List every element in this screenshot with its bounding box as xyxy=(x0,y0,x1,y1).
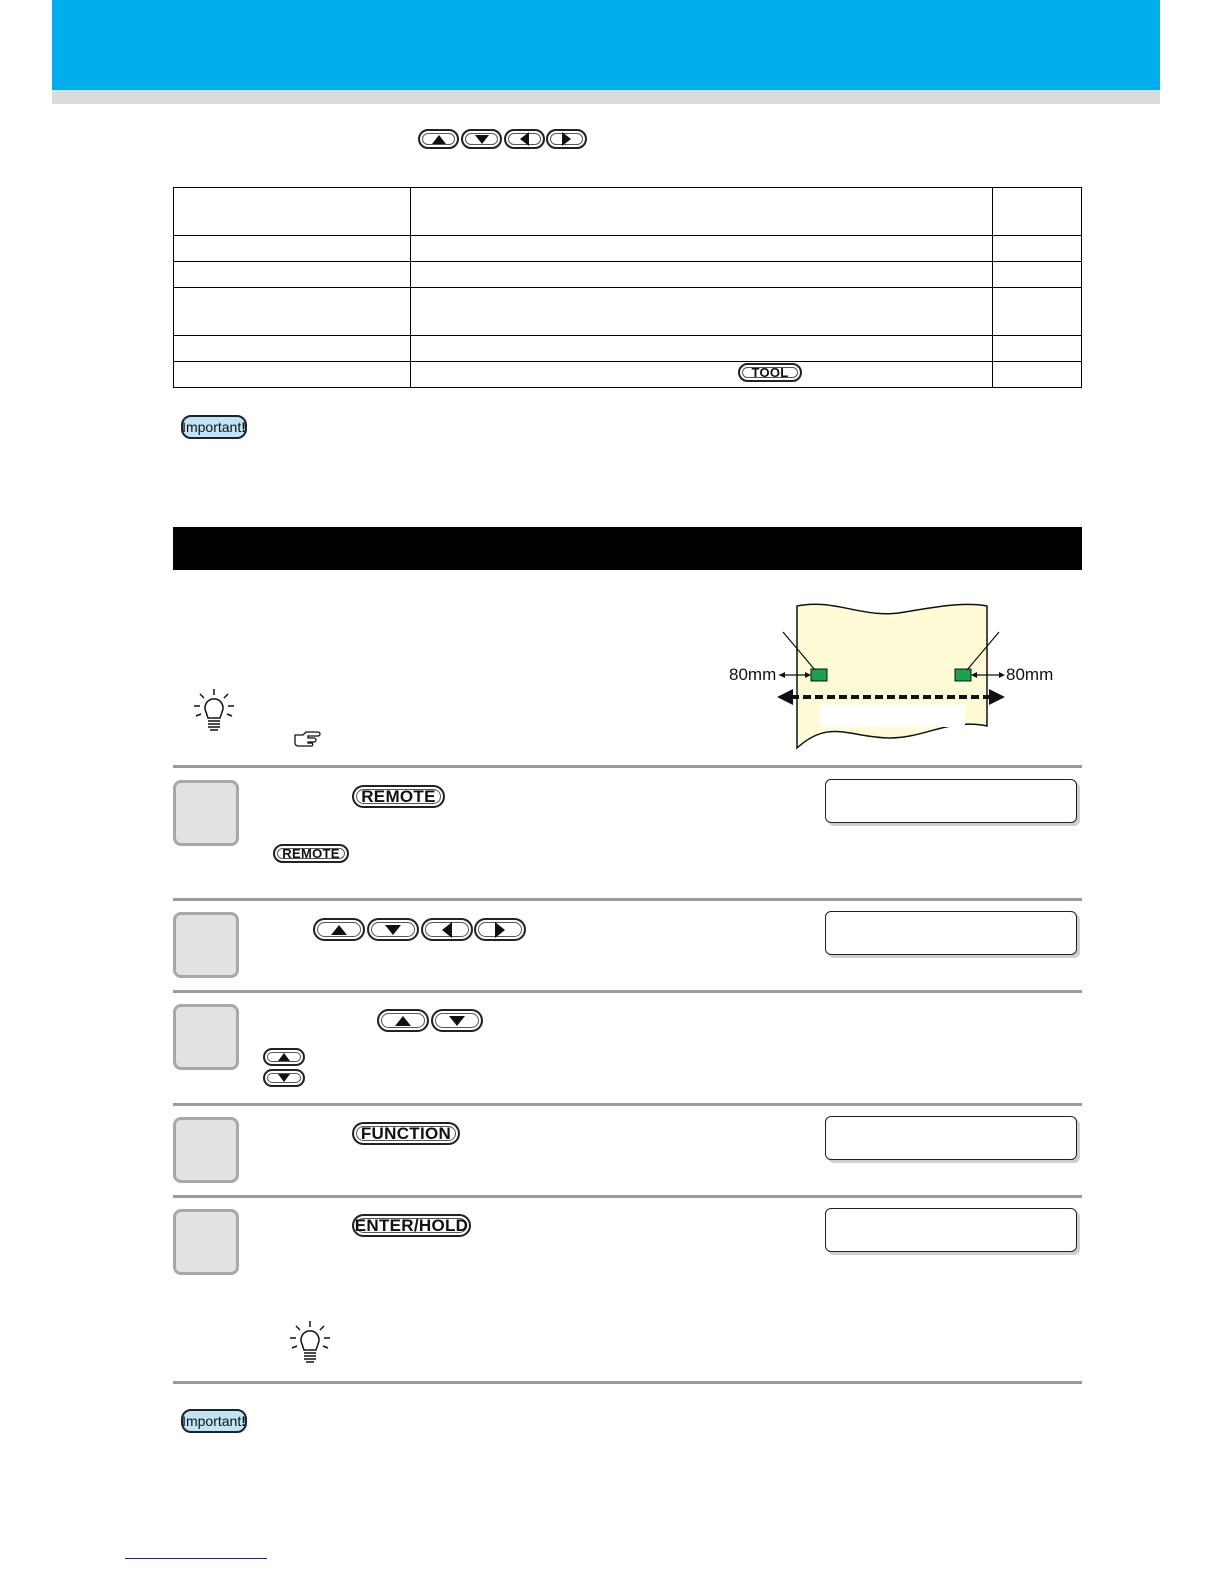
important-badge xyxy=(181,1409,247,1433)
table-cell xyxy=(411,336,993,362)
lcd-display xyxy=(825,779,1077,823)
up-arrow-icon xyxy=(331,925,347,935)
lcd-display xyxy=(825,911,1077,955)
step-divider xyxy=(173,765,1082,768)
lcd-display xyxy=(825,1116,1077,1160)
right-distance-label: 80mm xyxy=(1006,665,1054,684)
remote-key-label: REMOTE xyxy=(361,786,436,806)
function-key[interactable] xyxy=(352,1122,460,1145)
left-key[interactable] xyxy=(421,918,473,941)
arrowhead xyxy=(779,672,785,678)
lightbulb-icon xyxy=(288,1320,332,1366)
table-cell xyxy=(174,236,411,262)
right-arrow-icon xyxy=(495,922,505,938)
down-key-small[interactable] xyxy=(263,1069,305,1087)
enter-hold-key-label: ENTER/HOLD xyxy=(354,1215,469,1235)
table-cell xyxy=(411,188,993,236)
up-key[interactable] xyxy=(377,1009,429,1032)
table-cell xyxy=(411,288,993,336)
table-cell xyxy=(993,236,1082,262)
table-cell xyxy=(174,288,411,336)
important-bang: ! xyxy=(241,419,246,435)
step-number-box xyxy=(173,1004,239,1070)
step-number-box xyxy=(173,1209,239,1275)
down-arrow-icon xyxy=(385,925,401,935)
table-row xyxy=(174,236,1082,262)
settings-table xyxy=(173,187,1082,388)
right-arrow-icon xyxy=(562,132,571,146)
table-row xyxy=(174,362,1082,388)
up-key-small[interactable] xyxy=(263,1048,305,1066)
step-divider xyxy=(173,1103,1082,1106)
table-cell xyxy=(174,188,411,236)
up-key[interactable] xyxy=(418,129,459,149)
section-title-bar xyxy=(173,527,1082,570)
remote-key-small-label: REMOTE xyxy=(282,846,340,861)
table-cell xyxy=(174,336,411,362)
table-cell xyxy=(993,262,1082,288)
table-cell xyxy=(174,362,411,388)
arrowhead xyxy=(999,672,1005,678)
pointing-hand-icon xyxy=(293,729,321,747)
right-register-mark xyxy=(955,669,971,681)
table-row xyxy=(174,188,1082,236)
left-register-mark xyxy=(811,669,827,681)
remote-key-small[interactable] xyxy=(273,844,349,863)
arrowhead xyxy=(989,689,1005,705)
right-key[interactable] xyxy=(546,129,587,149)
enter-hold-key[interactable] xyxy=(352,1214,471,1237)
step-number-box xyxy=(173,780,239,846)
left-key[interactable] xyxy=(504,129,545,149)
lcd-display xyxy=(825,1208,1077,1252)
table-cell xyxy=(993,336,1082,362)
table-cell xyxy=(411,262,993,288)
table-cell xyxy=(993,288,1082,336)
important-label: Important xyxy=(182,419,242,435)
function-key-label: FUNCTION xyxy=(360,1123,452,1143)
table-row xyxy=(174,336,1082,362)
right-key[interactable] xyxy=(474,918,526,941)
table-cell xyxy=(411,236,993,262)
step-divider xyxy=(173,1195,1082,1198)
down-arrow-icon xyxy=(278,1074,290,1082)
left-distance-label: 80mm xyxy=(729,665,777,684)
up-key[interactable] xyxy=(313,918,365,941)
page-header-banner xyxy=(52,0,1160,90)
table-cell xyxy=(174,262,411,288)
footer-link-underline[interactable] xyxy=(125,1558,267,1559)
down-key[interactable] xyxy=(367,918,419,941)
important-badge xyxy=(181,415,247,439)
left-arrow-icon xyxy=(442,922,452,938)
table-cell xyxy=(411,362,993,388)
step-divider xyxy=(173,898,1082,901)
step-divider xyxy=(173,1381,1082,1384)
table-row xyxy=(174,262,1082,288)
table-cell xyxy=(993,188,1082,236)
down-arrow-icon xyxy=(475,135,489,144)
arrowhead xyxy=(777,689,793,705)
table-row xyxy=(174,288,1082,336)
step-number-box xyxy=(173,912,239,978)
lightbulb-icon xyxy=(192,688,236,734)
media-mark-diagram xyxy=(725,598,1065,754)
up-arrow-icon xyxy=(278,1053,290,1061)
step-number-box xyxy=(173,1117,239,1183)
up-arrow-icon xyxy=(432,135,446,144)
remote-key[interactable] xyxy=(352,785,445,808)
important-bang: ! xyxy=(241,1413,246,1429)
important-label: Important xyxy=(182,1413,242,1429)
down-key[interactable] xyxy=(461,129,502,149)
table-cell xyxy=(993,362,1082,388)
left-arrow-icon xyxy=(520,132,529,146)
up-arrow-icon xyxy=(395,1016,411,1026)
page-header-underline xyxy=(52,90,1160,104)
step-divider xyxy=(173,990,1082,993)
tool-key[interactable] xyxy=(738,363,802,382)
media-label-area xyxy=(820,705,965,727)
down-key[interactable] xyxy=(431,1009,483,1032)
tool-key-label: TOOL xyxy=(751,365,789,380)
down-arrow-icon xyxy=(449,1016,465,1026)
